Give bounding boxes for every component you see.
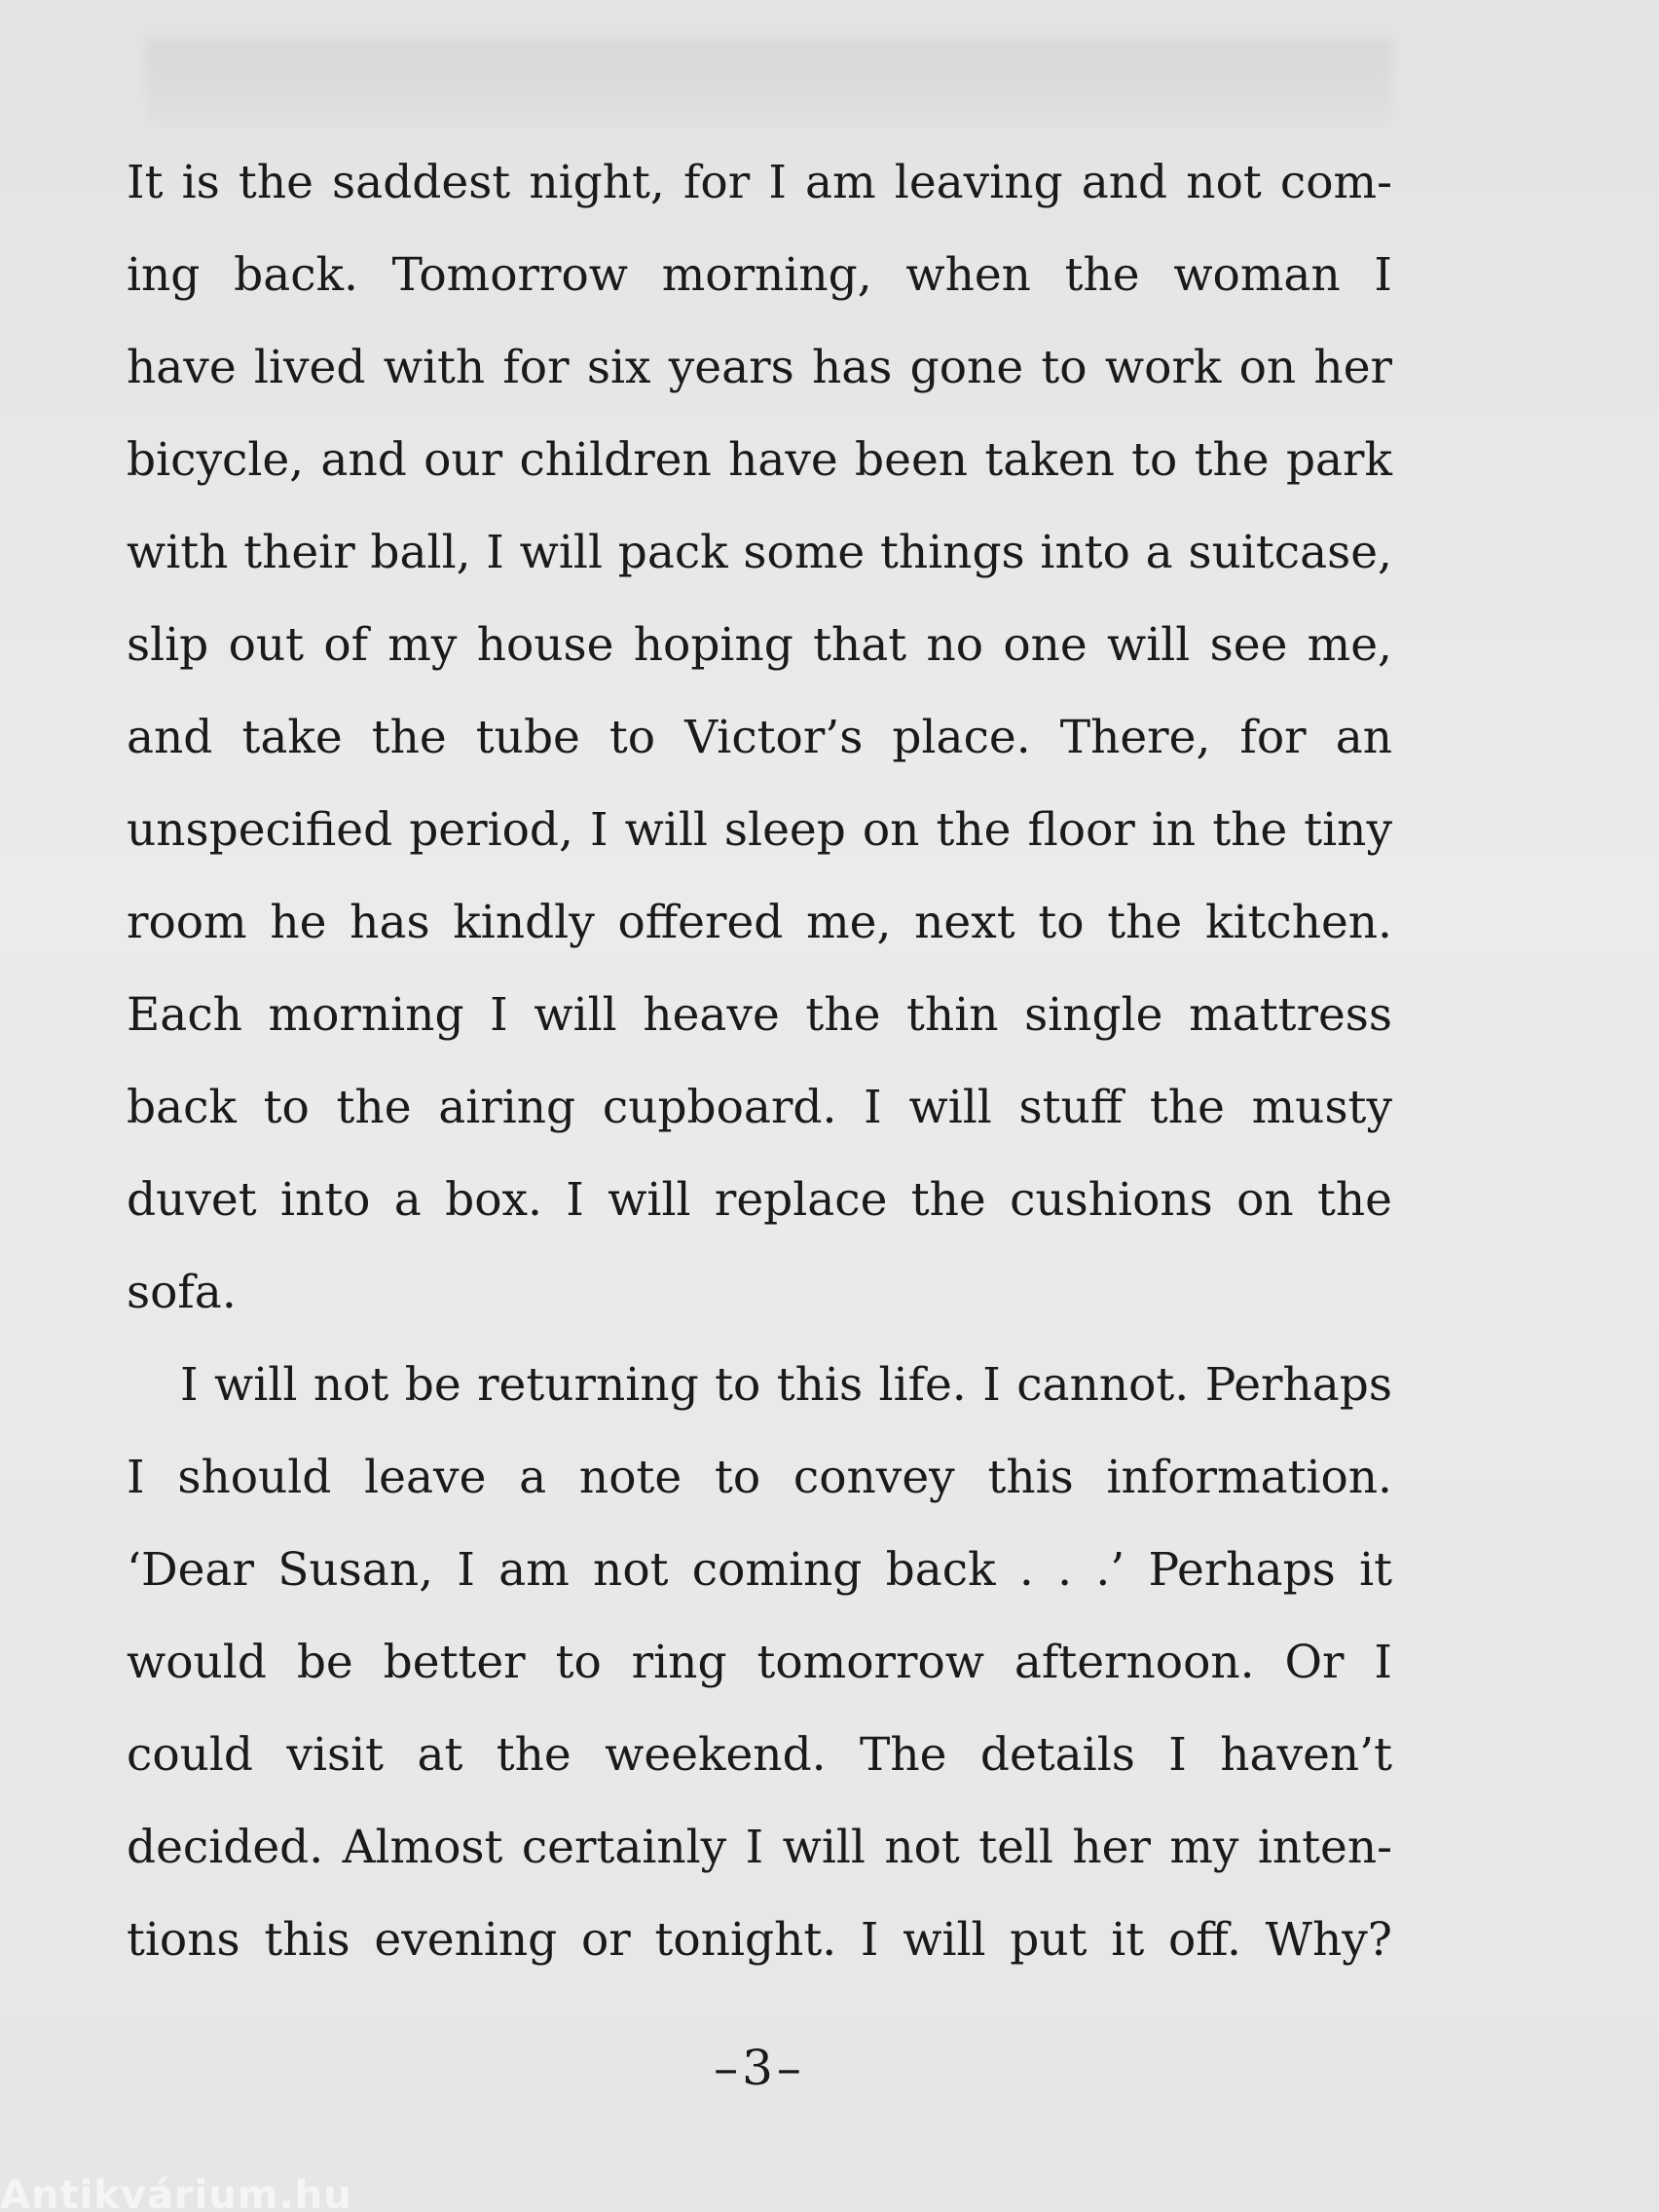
- text-line: back to the airing cupboard. I will stuff the musty: [127, 1081, 1392, 1134]
- text-line: bicycle, and our children have been taken to the park: [127, 433, 1392, 487]
- text-line: could visit at the weekend. The details I haven’t: [127, 1728, 1392, 1782]
- watermark-text: Antikvárium.hu: [0, 2173, 352, 2212]
- text-line: and take the tube to Victor’s place. There, for an: [127, 711, 1392, 764]
- text-line: duvet into a box. I will replace the cushions on the: [127, 1173, 1392, 1227]
- text-line: tions this evening or tonight. I will put it off. Why?: [127, 1913, 1392, 1967]
- text-line: ‘Dear Susan, I am not coming back . . .’ Perhaps it: [127, 1543, 1392, 1597]
- text-line: have lived with for six years has gone to work on her: [127, 341, 1392, 394]
- text-line: room he has kindly offered me, next to the kitchen.: [127, 896, 1392, 949]
- bleed-through-shadow: [146, 39, 1392, 127]
- text-line: ing back. Tomorrow morning, when the woman I: [127, 248, 1392, 302]
- text-line: unspecified period, I will sleep on the floor in the tiny: [127, 803, 1392, 857]
- text-line: would be better to ring tomorrow afternoon. Or I: [127, 1636, 1392, 1689]
- page-number: –3–: [714, 2040, 805, 2096]
- body-text: [127, 136, 1392, 1986]
- text-line: with their ball, I will pack some things into a suitcase,: [127, 526, 1392, 579]
- text-line: Each morning I will heave the thin single mattress: [127, 988, 1392, 1042]
- text-line: I should leave a note to convey this information.: [127, 1451, 1392, 1504]
- text-line: sofa.: [127, 1266, 237, 1319]
- text-line: It is the saddest night, for I am leaving and not com-: [127, 156, 1392, 209]
- text-line: decided. Almost certainly I will not tell her my inten-: [127, 1821, 1392, 1874]
- text-line: slip out of my house hoping that no one will see me,: [127, 618, 1392, 672]
- text-line: I will not be returning to this life. I cannot. Perhaps: [180, 1358, 1392, 1412]
